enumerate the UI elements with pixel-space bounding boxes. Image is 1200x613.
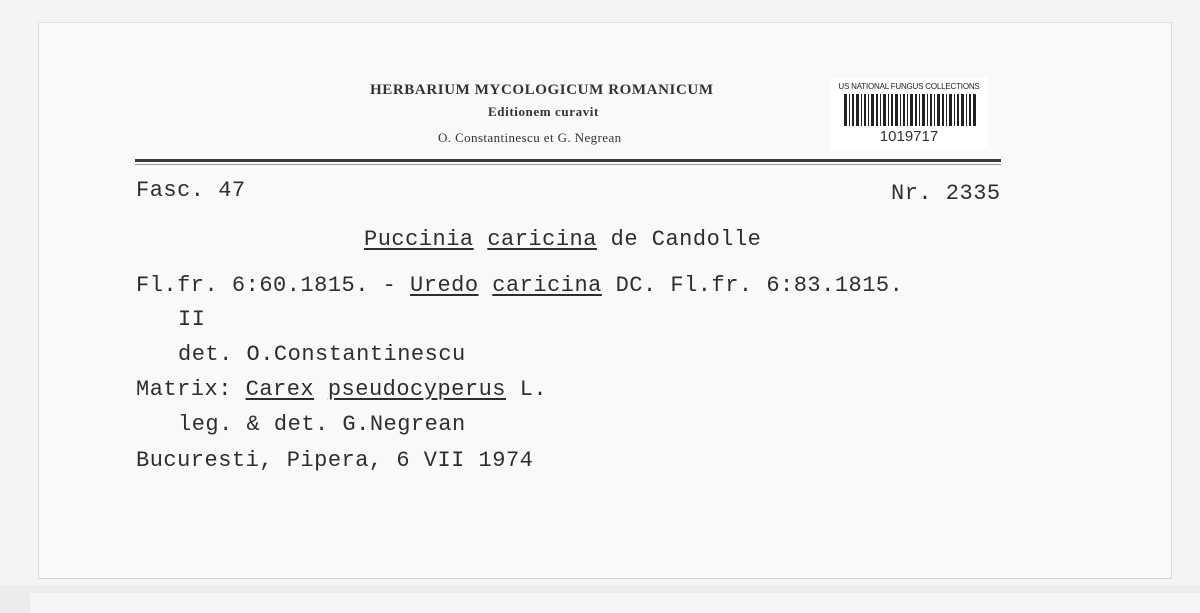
- spore-stage: II: [178, 307, 206, 332]
- citation-suffix: DC. Fl.fr. 6:83.1815.: [615, 273, 904, 298]
- determiner: det. O.Constantinescu: [178, 342, 466, 367]
- lower-sheet-edge: [0, 585, 1200, 613]
- species-genus: Puccinia: [364, 227, 474, 252]
- fascicle-number: Fasc. 47: [136, 178, 246, 203]
- barcode-caption: US NATIONAL FUNGUS COLLECTIONS: [838, 82, 980, 91]
- species-epithet: caricina: [487, 227, 597, 252]
- host-genus: Carex: [245, 377, 315, 402]
- barcode-label: [830, 78, 988, 150]
- species-author: de Candolle: [610, 227, 762, 252]
- header-rule-thin: [135, 164, 1001, 165]
- citation-line: [136, 273, 903, 298]
- herbarium-subtitle: Editionem curavit: [488, 104, 599, 119]
- locality-date: Bucuresti, Pipera, 6 VII 1974: [136, 448, 534, 473]
- herbarium-title: HERBARIUM MYCOLOGICUM ROMANICUM: [370, 82, 714, 98]
- barcode-icon: [844, 94, 976, 126]
- synonym-genus: Uredo: [410, 273, 479, 298]
- host-epithet: pseudocyperus: [327, 377, 506, 402]
- collector: leg. & det. G.Negrean: [178, 412, 466, 437]
- species-name: [364, 227, 761, 252]
- matrix-line: [136, 377, 547, 402]
- exsiccata-number: Nr. 2335: [891, 181, 1001, 206]
- herbarium-editors: O. Constantinescu et G. Negrean: [438, 130, 622, 145]
- host-author: L.: [519, 377, 548, 402]
- herbarium-label: [38, 22, 1172, 579]
- synonym-epithet: caricina: [492, 273, 602, 298]
- header-rule: [135, 159, 1001, 162]
- barcode-number: 1019717: [879, 128, 939, 145]
- matrix-label: Matrix:: [136, 377, 232, 402]
- citation-prefix: Fl.fr. 6:60.1815. -: [136, 273, 397, 298]
